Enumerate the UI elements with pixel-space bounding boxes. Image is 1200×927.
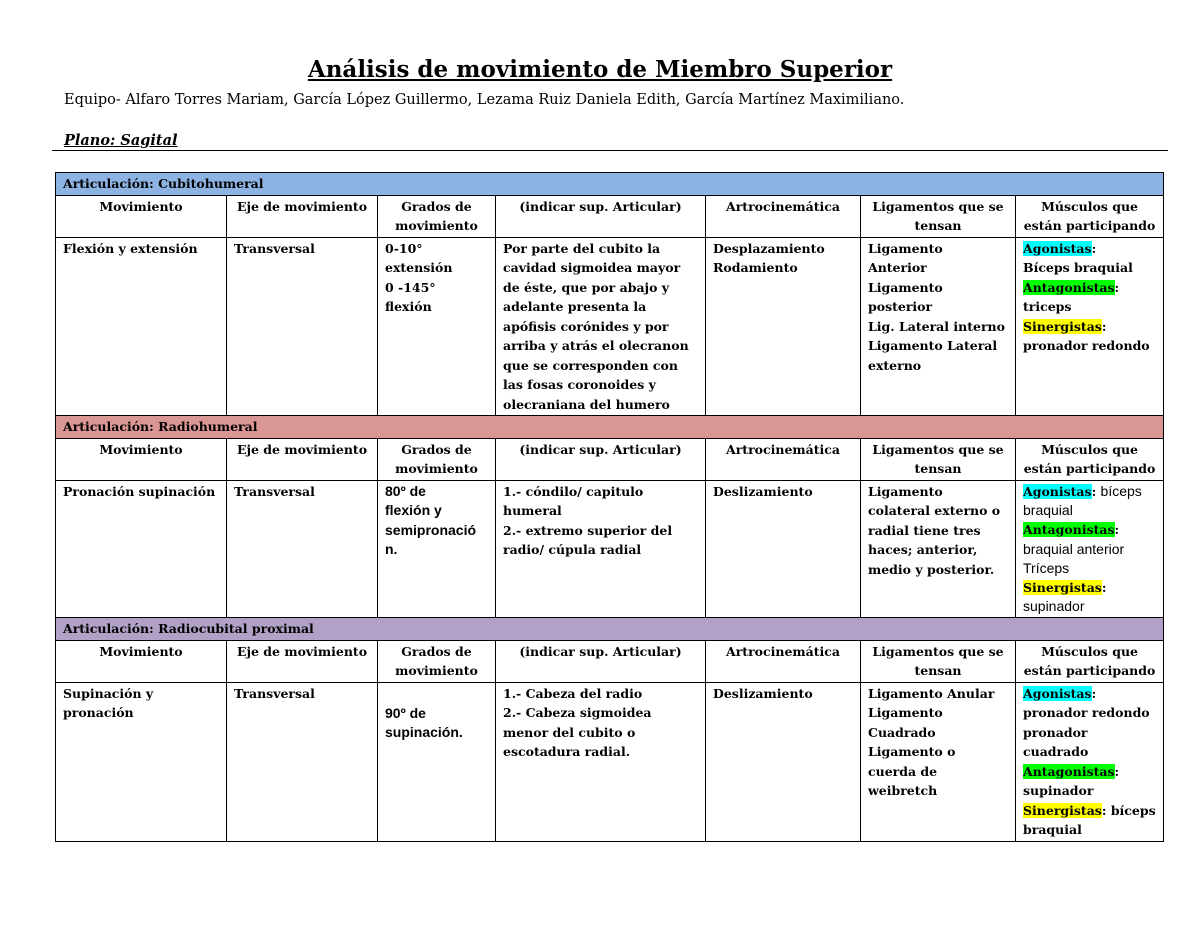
header-musculos: Músculos que están participando	[1016, 438, 1164, 480]
header-musculos: Músculos que están participando	[1016, 640, 1164, 682]
cell-artro: Deslizamiento	[706, 480, 861, 618]
cell-eje: Transversal	[227, 480, 378, 618]
header-movimiento: Movimiento	[56, 438, 227, 480]
agonistas-label: Agonistas	[1023, 240, 1092, 256]
header-eje: Eje de movimiento	[227, 438, 378, 480]
title-rule	[52, 150, 1168, 151]
cell-movimiento: Flexión y extensión	[56, 237, 227, 416]
table-row	[56, 480, 1164, 618]
plane-label: Plano: Sagital	[64, 132, 178, 149]
team-members: Equipo- Alfaro Torres Mariam, García López Guillermo, Lezama Ruiz Daniela Edith, García Martínez Maximiliano.	[64, 92, 905, 108]
header-sup: (indicar sup. Articular)	[496, 640, 706, 682]
section-header-cubitohumeral	[56, 173, 1164, 196]
sinergistas-label: Sinergistas	[1023, 318, 1102, 334]
table-row	[56, 237, 1164, 416]
cell-musculos: Agonistas: Bíceps braquial Antagonistas: triceps Sinergistas: pronador redondo	[1016, 237, 1164, 416]
table-row	[56, 682, 1164, 841]
column-header-row	[56, 640, 1164, 682]
section-title: Articulación: Radiocubital proximal	[56, 618, 1164, 641]
header-movimiento: Movimiento	[56, 640, 227, 682]
cell-movimiento: Pronación supinación	[56, 480, 227, 618]
cell-sup: 1.- cóndilo/ capitulo humeral 2.- extremo superior del radio/ cúpula radial	[496, 480, 706, 618]
header-sup: (indicar sup. Articular)	[496, 438, 706, 480]
movement-analysis-table	[55, 172, 1164, 842]
cell-eje: Transversal	[227, 682, 378, 841]
header-sup: (indicar sup. Articular)	[496, 195, 706, 237]
cell-musculos: Agonistas: bíceps braquial Antagonistas: braquial anterior Tríceps Sinergistas: supinador	[1016, 480, 1164, 618]
cell-ligamentos: Ligamento Anterior Ligamento posterior Lig. Lateral interno Ligamento Lateral externo	[861, 237, 1016, 416]
antagonistas-label: Antagonistas	[1023, 522, 1115, 537]
cell-artro: Deslizamiento	[706, 682, 861, 841]
agonistas-label: Agonistas	[1023, 483, 1092, 499]
header-artro: Artrocinemática	[706, 438, 861, 480]
section-title: Articulación: Radiohumeral	[56, 416, 1164, 439]
cell-grados: 80º de flexión y semipronació n.	[378, 480, 496, 618]
cell-musculos: Agonistas: pronador redondo pronador cuadrado Antagonistas: supinador Sinergistas: bíceps braquial	[1016, 682, 1164, 841]
cell-ligamentos: Ligamento colateral externo o radial tiene tres haces; anterior, medio y posterior.	[861, 480, 1016, 618]
cell-artro: Desplazamiento Rodamiento	[706, 237, 861, 416]
sinergistas-label: Sinergistas	[1023, 579, 1102, 595]
header-ligamentos: Ligamentos que se tensan	[861, 640, 1016, 682]
antagonistas-label: Antagonistas	[1023, 279, 1115, 295]
section-header-radiohumeral	[56, 416, 1164, 439]
header-artro: Artrocinemática	[706, 195, 861, 237]
antagonistas-label: Antagonistas	[1023, 763, 1115, 779]
header-ligamentos: Ligamentos que se tensan	[861, 195, 1016, 237]
cell-eje: Transversal	[227, 237, 378, 416]
section-header-radiocubital-proximal	[56, 618, 1164, 641]
cell-movimiento: Supinación y pronación	[56, 682, 227, 841]
section-title: Articulación: Cubitohumeral	[56, 173, 1164, 196]
cell-grados: 90º de supinación.	[378, 682, 496, 841]
header-artro: Artrocinemática	[706, 640, 861, 682]
document-title: Análisis de movimiento de Miembro Superior	[307, 56, 893, 83]
sinergistas-label: Sinergistas	[1023, 802, 1102, 818]
header-grados: Grados de movimiento	[378, 438, 496, 480]
cell-sup: Por parte del cubito la cavidad sigmoidea mayor de éste, que por abajo y adelante presenta la apófisis corónides y por arriba y atrás el olecranon que se corresponden con las fosas coronoides y olecraniana del humero	[496, 237, 706, 416]
column-header-row	[56, 438, 1164, 480]
header-grados: Grados de movimiento	[378, 195, 496, 237]
column-header-row	[56, 195, 1164, 237]
header-eje: Eje de movimiento	[227, 640, 378, 682]
header-musculos: Músculos que están participando	[1016, 195, 1164, 237]
cell-grados: 0-10° extensión 0 -145° flexión	[378, 237, 496, 416]
header-eje: Eje de movimiento	[227, 195, 378, 237]
cell-ligamentos: Ligamento Anular Ligamento Cuadrado Ligamento o cuerda de weibretch	[861, 682, 1016, 841]
header-movimiento: Movimiento	[56, 195, 227, 237]
header-grados: Grados de movimiento	[378, 640, 496, 682]
agonistas-label: Agonistas	[1023, 685, 1092, 701]
cell-sup: 1.- Cabeza del radio 2.- Cabeza sigmoidea menor del cubito o escotadura radial.	[496, 682, 706, 841]
header-ligamentos: Ligamentos que se tensan	[861, 438, 1016, 480]
